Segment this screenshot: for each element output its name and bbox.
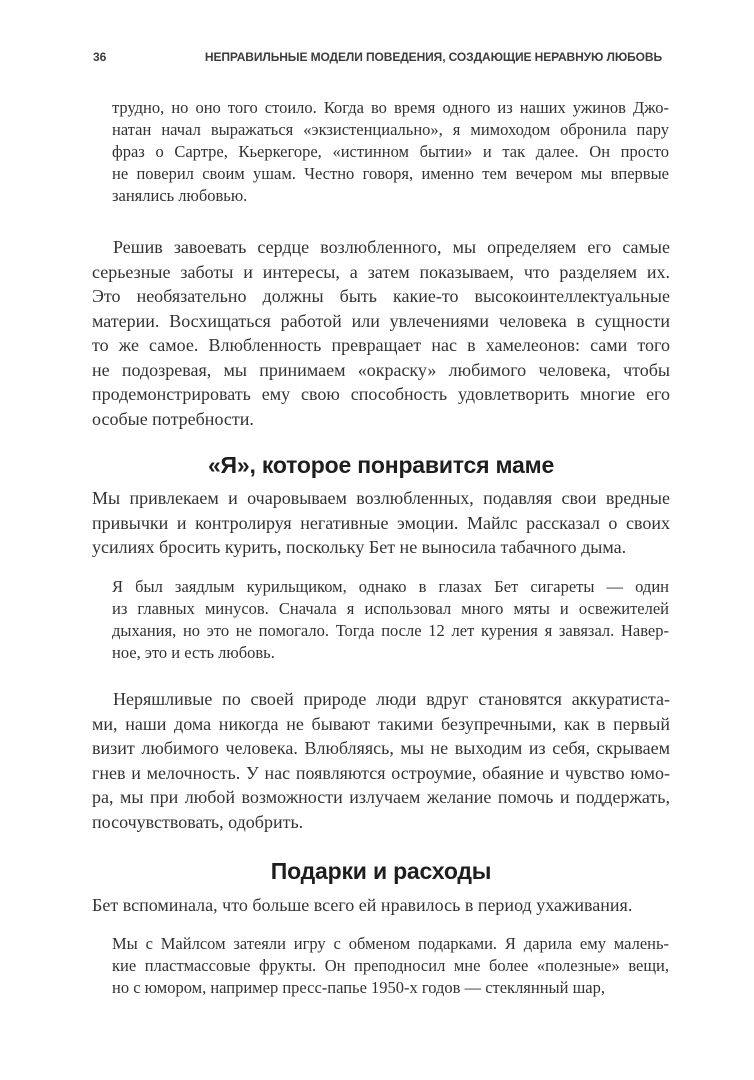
text-line: гнев и мелочность. У нас появляются остроумие, обаяние и чувство юмо- — [92, 762, 670, 783]
paragraph-beth — [92, 893, 670, 918]
text-line: Неряшливые по своей природе люди вдруг становятся аккуратиста- — [113, 689, 670, 709]
text-line: не поверил своим ушам. Честно говоря, именно тем вечером мы впервые — [112, 164, 669, 183]
text-line: трудно, но оно того стоило. Когда во время одного из наших ужинов Джо- — [112, 98, 669, 117]
blockquote-gifts — [112, 933, 669, 999]
text-line: Мы привлекаем и очаровываем возлюбленных, подавляя свои вредные — [92, 488, 670, 508]
text-line: Я был заядлым курильщиком, однако в глазах Бет сигареты — один — [112, 577, 669, 596]
section-heading-gifts: Подарки и расходы — [270, 858, 492, 884]
paragraph-neat-people — [92, 687, 670, 834]
text-line: материи. Восхищаться работой или увлечениями человека в сущности — [92, 310, 670, 331]
running-head-title: НЕПРАВИЛЬНЫЕ МОДЕЛИ ПОВЕДЕНИЯ, СОЗДАЮЩИЕ НЕРАВНУЮ ЛЮБОВЬ — [204, 50, 662, 64]
text-line: Это необязательно должны быть какие-то высокоинтеллектуальные — [92, 286, 670, 306]
section-heading-self-for-mom: «Я», которое понравится маме — [207, 452, 555, 478]
paragraph-attract — [92, 486, 670, 560]
text-line: посочувствовать, одобрить. — [92, 811, 304, 832]
text-line: ное, это и есть любовь. — [112, 643, 275, 662]
text-line: то же самое. Влюбленность превращает нас в хамелеонов: сами того — [92, 335, 670, 355]
text-line: фраз о Сартре, Кьеркегоре, «истинном бытии» и так далее. Он просто — [112, 142, 669, 161]
text-line: особые потребности. — [92, 408, 254, 429]
text-line: дыхания, но это не помогало. Тогда после 12 лет курения я завязал. Навер- — [112, 621, 669, 640]
text-line: натан начал выражаться «экзистенциально», я мимоходом обронила пару — [112, 120, 669, 139]
page-number: 36 — [93, 50, 107, 64]
text-line: но с юмором, например пресс-папье 1950-х годов — стеклянный шар, — [112, 978, 606, 997]
blockquote-jonathan — [112, 97, 669, 207]
text-line: усилиях бросить курить, поскольку Бет не выносила табачного дыма. — [92, 537, 627, 557]
text-line: Решив завоевать сердце возлюбленного, мы определяем его самые — [113, 237, 670, 257]
text-line: Мы с Майлсом затеяли игру с обменом подарками. Я дарила ему малень- — [112, 934, 669, 953]
text-line: кие пластмассовые фрукты. Он преподносил мне более «полезные» вещи, — [112, 956, 669, 975]
text-line: ра, мы при любой возможности излучаем желание помочь и поддержать, — [92, 787, 670, 807]
text-line: продемонстрировать ему свою способность удовлетворить многие его — [92, 384, 670, 404]
text-line: ми, наши дома никогда не бывают такими безупречными, как в первый — [92, 713, 670, 734]
text-line: из главных минусов. Сначала я использовал много мяты и освежителей — [112, 599, 669, 618]
paragraph-win-heart — [92, 235, 670, 431]
text-line: занялись любовью. — [112, 186, 248, 205]
page-header — [93, 50, 662, 64]
text-line: привычки и контролируя негативные эмоции. Майлс рассказал о своих — [92, 512, 670, 533]
blockquote-smoker — [112, 576, 669, 664]
text-line: Бет вспоминала, что больше всего ей нравилось в период ухаживания. — [92, 895, 633, 915]
text-line: не подозревая, мы принимаем «окраску» любимого человека, чтобы — [92, 359, 670, 380]
text-line: серьезные заботы и интересы, а затем показываем, что разделяем их. — [92, 261, 670, 282]
text-line: визит любимого человека. Влюбляясь, мы не выходим из себя, скрываем — [92, 738, 670, 758]
